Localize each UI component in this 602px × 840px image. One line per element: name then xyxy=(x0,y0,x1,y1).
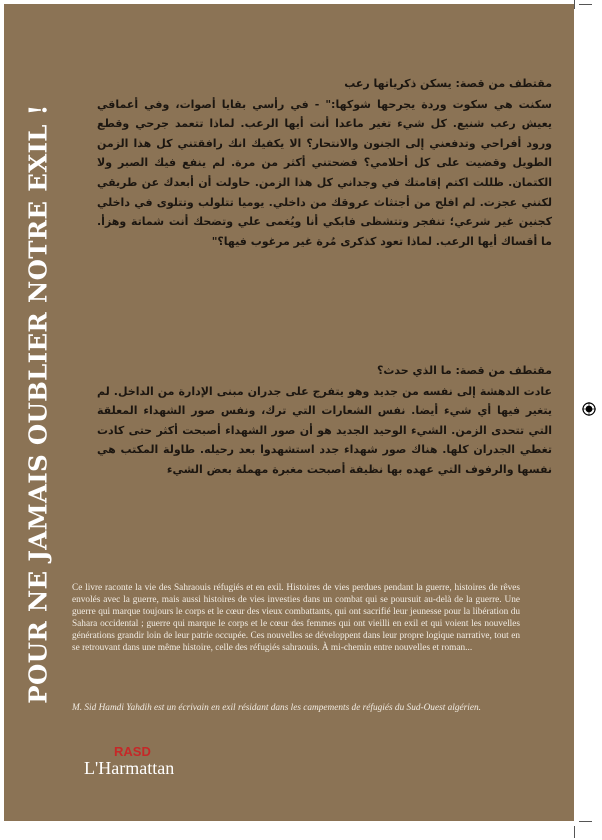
spine-title: POUR NE JAMAIS OUBLIER NOTRE EXIL ! xyxy=(23,104,53,704)
spine-title-area xyxy=(16,74,60,734)
arabic-excerpt-1 xyxy=(97,74,552,251)
crop-mark-bottom xyxy=(574,826,575,838)
french-description: Ce livre raconte la vie des Sahraouis réfugiés et en exil. Histoires de vies perdues pendant la guerre, histoires de rêves envolés avec la guerre, mais aussi histoires de vies investies dans un combat qui se poursuit au-delà de la guerre. Une guerre qui marque toujours le corps et le cœur des vieux combattants, qui ont sacrifié leur jeunesse pour la libération du Sahara occidental ; guerre qui marque le corps et le cœur des femmes qui ont vieilli en exil et qui voient les nouvelles générations grandir loin de leur patrie occupée. Ces nouvelles se développent dans leur propre logique narrative, tout en se retrouvant dans une même histoire, celle des réfugiés sahraouis. À mi-chemin entre nouvelles et roman... xyxy=(72,583,520,653)
logo-harmattan: L'Harmattan xyxy=(84,758,175,778)
logo-rasd-text: RASD xyxy=(114,744,151,759)
excerpt-1-heading: مقتطف من قصة: يسكن ذكرياتها رعب xyxy=(344,77,552,90)
crop-mark-bottom-right xyxy=(579,821,592,822)
back-cover xyxy=(4,4,574,821)
excerpt-1-text: سكنت هي سكوت وردة يجرحها شوكها:" - في رأسي بقايا أصوات، وفي أعماقي يعيش رعب شنيع. كل شيء تغير ماعدا أنت أيها الرعب. لماذا تتعمد جرحي وقطع ورود أفراحي وتدفعني إلى الجنون والانتحار؟ الا يكفيك انك رافقتني كل هذا الزمن الطويل وقضيت على كل أحلامي؟ فضحتني أكثر من مرة. لم ينفع فيك الصبر ولا الكتمان. ظللت اكتم إقامتك في وجداني كل هذا الزمن. حاولت أن أبعدك عن طريقي لكنني عجزت. لم افلح من أجتثاث عروقك من داخلي. يوميا تتلولب وتتلوى في داخلي كجنين غير شرعي؛ تنفجر وتتشظى فابكي أنا ويُغمى علي وتضحك أنت شماتة وهزأ. ما أقساك أيها الرعب. لماذا تعود كذكرى مُرة غير مرغوب فيها؟" xyxy=(97,97,552,248)
logo-rasd xyxy=(114,744,151,759)
crop-mark-top xyxy=(574,0,575,9)
excerpt-2-heading: مقتطف من قصة: ما الذي حدث؟ xyxy=(377,364,552,377)
excerpt-2-text: عادت الدهشة إلى نفسه من جديد وهو يتفرج على جدران مبنى الإدارة من الداخل. لم يتغير فيها أي شيء أيضا. نفس الشعارات التي ترك، ونفس صور الشهداء المعلقة التي تتحدى الزمن. الشيء الوحيد الجديد هو أن صور الشهداء أصبحت أكثر حتى كادت تغطي الجدران كلها. هناك صور شهداء جدد استشهدوا بعد رحيله. طاولة المكتب هي نفسها والرفوف التي عهده بها نظيفة أصبحت مغبرة مهملة بعض الشيء xyxy=(97,384,552,476)
registration-mark-icon xyxy=(582,402,596,416)
author-note: M. Sid Hamdi Yahdih est un écrivain en exil résidant dans les campements de réfugiés du Sud-Ouest algérien. xyxy=(72,703,481,713)
arabic-excerpt-2 xyxy=(97,361,552,480)
publisher-logo xyxy=(84,744,194,794)
crop-mark-top-right xyxy=(579,4,592,5)
